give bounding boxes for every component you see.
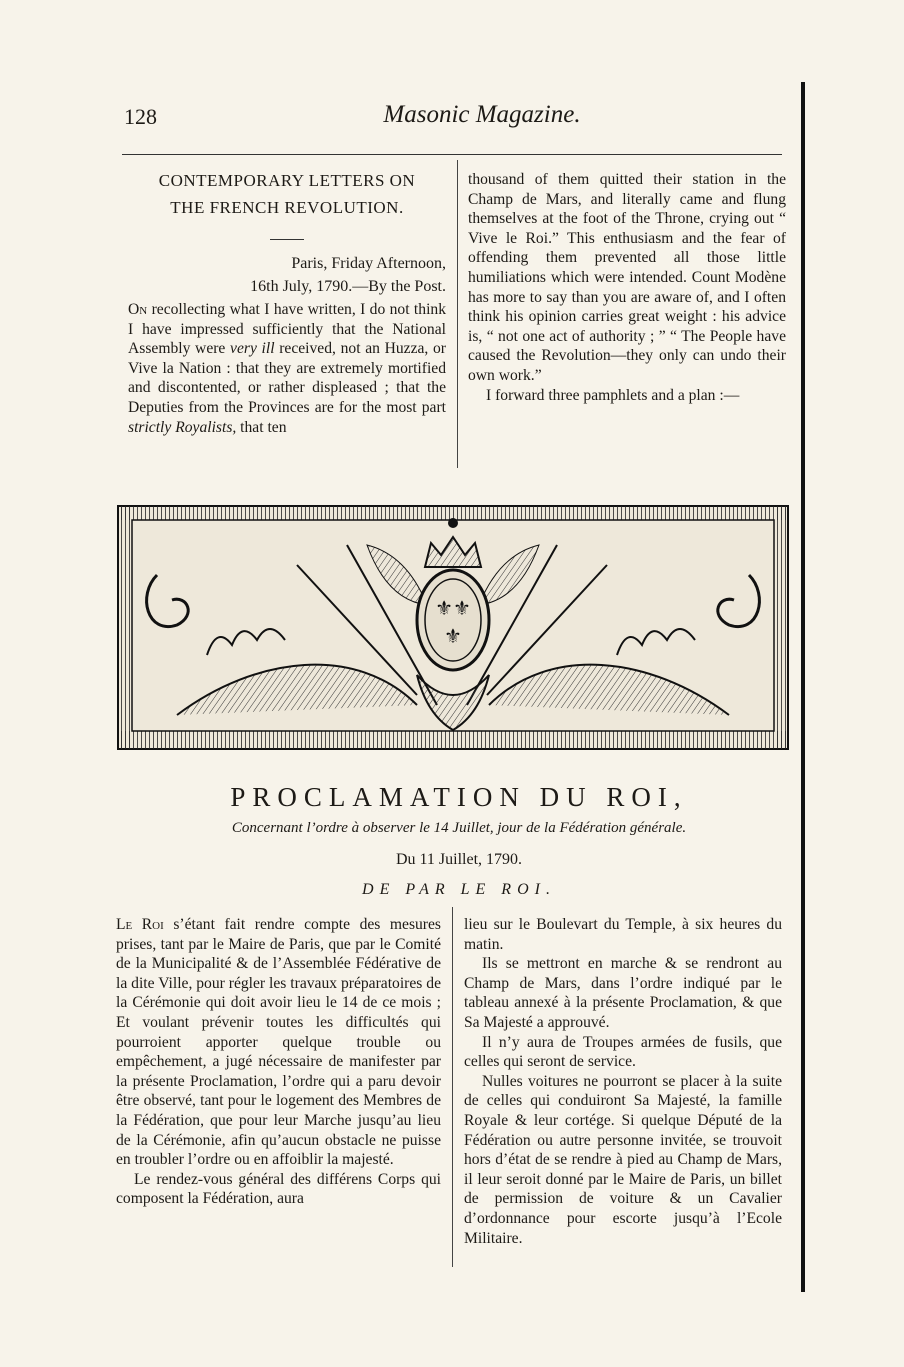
article-title bbox=[128, 167, 446, 221]
dateline-2: 16th July, 1790.—By the Post. bbox=[250, 278, 446, 295]
proclamation-paragraph-2: Le rendez-vous général des différens Corps qui composent la Fédération, aura bbox=[116, 1170, 441, 1208]
title-rule bbox=[270, 239, 304, 240]
proclamation-paragraph-3: Ils se mettront en marche & se rendront au Champ de Mars, dans l’ordre indiqué par le tableau annexé à la présente Proclamation, & que Sa Majesté a approuvé. bbox=[464, 955, 782, 1031]
proclamation-date: Du 11 Juillet, 1790. bbox=[395, 851, 523, 868]
proclamation-right-column bbox=[464, 915, 782, 1248]
dateline-1: Paris, Friday Afternoon, bbox=[291, 255, 446, 272]
proclamation-text-1: s’étant fait rendre compte des mesures prises, tant par le Maire de Paris, que par le Comité de la Municipalité & de l’Assemblée Fédérative de la dite Ville, pour régler les travaux préparatoires de la Cérémonie qui doit avoir lieu le 14 de ce mois ; Et voulant prévenir toutes les difficultés qui pourroient apporter quelque trouble ou empêchement, a jugé nécessaire de manifester par la présente Proclamation, l’ordre qui a paru devoir être observé, tant pour le logement des Membres de la Fédération, que pour leur Marche jusqu’au lieu de la Cérémonie, afin qu’aucun obstacle ne puisse en troubler l’ordre ou en affoiblir la majesté. bbox=[116, 916, 441, 1169]
proclamation-authority: DE PAR LE ROI. bbox=[362, 881, 556, 898]
letter-italic-2: strictly Royalists, bbox=[128, 418, 237, 436]
royal-crest-engraving-icon bbox=[117, 505, 789, 750]
letter-text-3: that ten bbox=[236, 418, 287, 436]
letter-paragraph-1 bbox=[128, 300, 446, 437]
letter-paragraph-2: I forward three pamphlets and a plan :— bbox=[486, 386, 740, 404]
letter-text-1: recollecting what I have written, I do not think I have impressed sufficiently that the National Assembly were bbox=[128, 301, 446, 358]
article-title-line-1: CONTEMPORARY LETTERS ON bbox=[158, 171, 416, 190]
proclamation-paragraph-4: Il n’y aura de Troupes armées de fusils, que celles qui seront de service. bbox=[464, 1033, 782, 1071]
drop-cap: On bbox=[128, 301, 148, 318]
proclamation-left-column bbox=[116, 915, 441, 1209]
proclamation-title: PROCLAMATION DU ROI, bbox=[230, 782, 688, 812]
proclamation-subtitle: Concernant l’ordre à observer le 14 Juillet, jour de la Fédération générale. bbox=[231, 820, 687, 836]
column-divider-bottom bbox=[452, 907, 453, 1267]
running-title: Masonic Magazine. bbox=[383, 101, 581, 128]
letter-italic-1: very ill bbox=[230, 340, 275, 358]
proclamation-paragraph-1 bbox=[116, 915, 441, 1170]
article-left-column bbox=[128, 167, 446, 437]
page-edge-bar bbox=[801, 82, 805, 1292]
svg-text:⚜: ⚜ bbox=[444, 624, 462, 648]
article-right-column bbox=[468, 170, 786, 405]
page-number: 128 bbox=[124, 104, 157, 129]
header-rule bbox=[122, 154, 782, 155]
article-title-line-2: THE FRENCH REVOLUTION. bbox=[170, 198, 404, 217]
letter-text-2: received, not an Huzza, or Vive la Nation : that they are extremely mortified and discontented, or rather displeased ; that the Deputies from the Provinces are for the most part bbox=[128, 340, 446, 416]
proclamation-paragraph-5: Nulles voitures ne pourront se placer à la suite de celles qui conduiront Sa Majesté, la famille Royale & leur cortége. Si quelque Député de la Fédération ou autre personne invitée, se trouvoit hors d’état de se rendre à pied au Champ de Mars, il leur seroit donné par le Maire de Paris, un billet de permission de voiture & un Cavalier d’ordonnance pour escorte jusqu’à l’Ecole Militaire. bbox=[464, 1072, 782, 1247]
letter-paragraph-1-cont: thousand of them quitted their station in the Champ de Mars, and literally came and flung themselves at the foot of the Throne, crying out “ Vive le Roi.” This enthusiasm and the fear of offending them prevented all those little humiliations which were intended. Count Modène has more to say than you are aware of, and I often think his opinion carries great weight : his advice is, “ not one act of authority ; ” “ The People have caused the Revolution—they only can undo their own work.” bbox=[468, 171, 786, 384]
column-divider-top bbox=[457, 160, 458, 468]
drop-cap: Le Roi bbox=[116, 916, 164, 933]
svg-text:⚜⚜: ⚜⚜ bbox=[435, 596, 471, 620]
proclamation-paragraph-2-cont: lieu sur le Boulevart du Temple, à six heures du matin. bbox=[464, 916, 782, 953]
